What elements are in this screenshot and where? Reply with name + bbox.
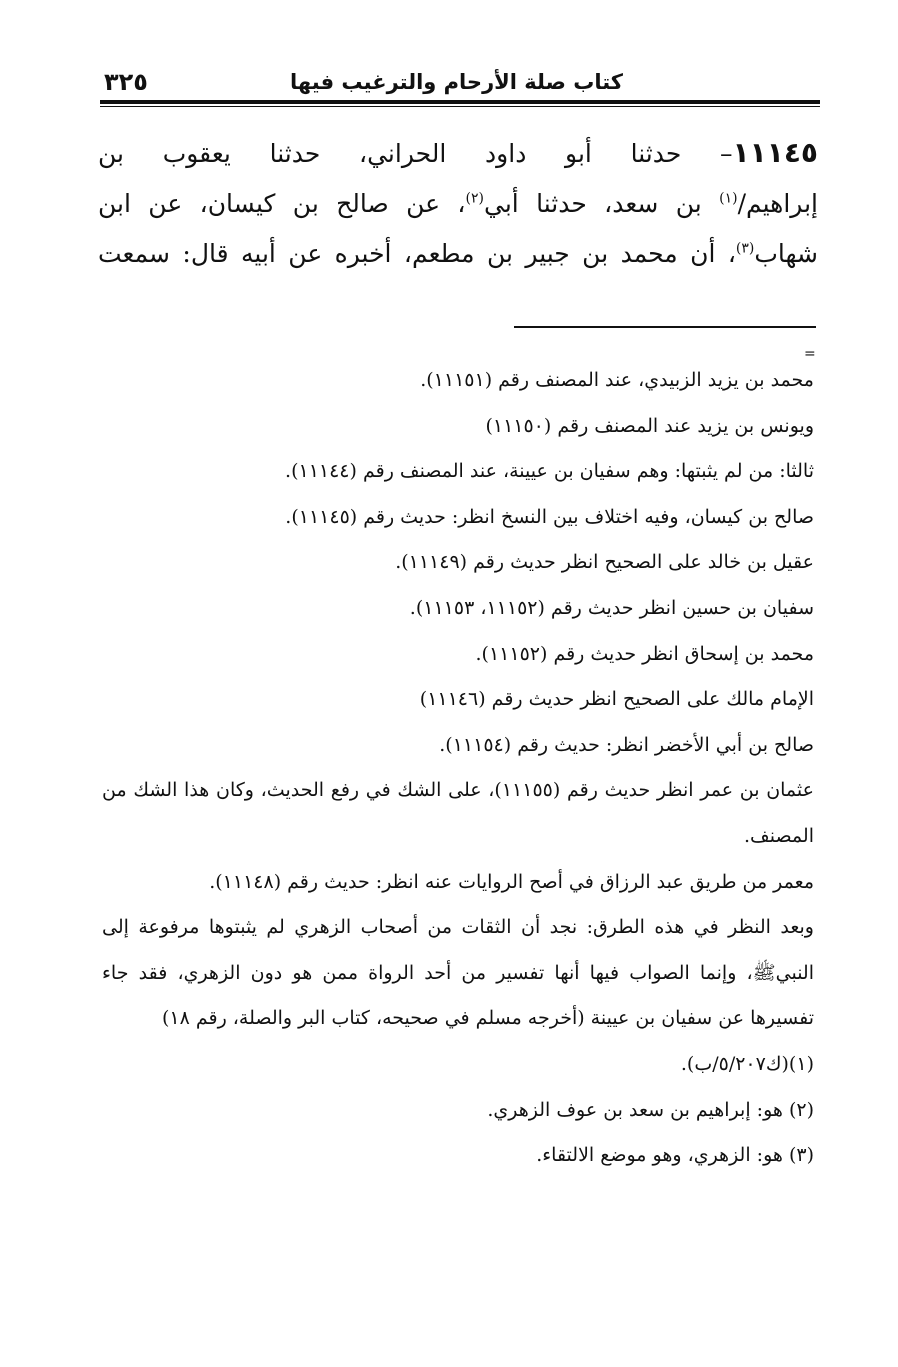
footnote-line: سفيان بن حسين انظر حديث رقم (١١١٥٢، ١١١٥٣).: [409, 596, 814, 619]
footnote-line: الإمام مالك على الصحيح انظر حديث رقم (١١١٤٦): [419, 688, 814, 711]
header-rule-thick: [100, 100, 820, 104]
main-line-2-part-a: إبراهيم/: [737, 189, 818, 218]
footnote-line: عقيل بن خالد على الصحيح انظر حديث رقم (١١١٤٩).: [395, 551, 814, 574]
main-line-3-part-a: شهاب: [754, 239, 818, 268]
footnote-ref-3: (٣): [735, 240, 755, 257]
main-line-3: [98, 229, 818, 279]
footnote-line: ويونس بن يزيد عند المصنف رقم (١١١٥٠): [485, 414, 814, 437]
page-number: ٣٢٥: [104, 68, 148, 96]
running-header: [100, 70, 818, 100]
footnote-line: محمد بن إسحاق انظر حديث رقم (١١١٥٢).: [475, 642, 814, 665]
footnote-1: (١)(ك٥/٢٠٧/ب).: [680, 1052, 814, 1075]
footnote-3: (٣) هو: الزهري، وهو موضع الالتقاء.: [536, 1144, 814, 1167]
footnote-separator: [514, 326, 816, 328]
footnotes: [102, 358, 814, 1179]
footnote-conclusion: وبعد النظر في هذه الطرق: نجد أن الثقات من أصحاب الزهري لم يثبتوها مرفوعة إلى النبيﷺ، وإنما الصواب فيها أنها تفسير من أحد الرواة ممن هو دون الزهري، فقد جاء تفسيرها عن سفيان بن عيينة (أخرجه مسلم في صحيحه، كتاب البر والصلة، رقم ١٨): [102, 916, 814, 1030]
main-line-1: [98, 128, 818, 179]
footnote-mamar: معمر من طريق عبد الرزاق في أصح الروايات عنه انظر: حديث رقم (١١١٤٨).: [209, 870, 814, 893]
footnote-ref-2: (٢): [465, 190, 484, 207]
footnote-ref-1: (١): [719, 190, 738, 207]
footnote-line: صالح بن كيسان، وفيه اختلاف بين النسخ انظر: حديث رقم (١١١٤٥).: [285, 505, 814, 528]
footnote-line: محمد بن يزيد الزبيدي، عند المصنف رقم (١١١٥١).: [420, 369, 814, 391]
main-line-2: [98, 179, 818, 229]
main-line-1-text: – حدثنا أبو داود الحراني، حدثنا يعقوب بن: [98, 139, 733, 168]
footnote-uthman: عثمان بن عمر انظر حديث رقم (١١١٥٥)، على الشك في رفع الحديث، وكان هذا الشك من المصنف.: [102, 779, 814, 847]
footnote-line: ثالثا: من لم يثبتها: وهم سفيان بن عيينة، عند المصنف رقم (١١١٤٤).: [285, 460, 814, 483]
footnote-continuation-mark: =: [804, 346, 816, 362]
main-line-2-part-c: ، عن صالح بن كيسان، عن ابن: [98, 189, 466, 218]
hadith-number: ١١١٤٥: [732, 136, 818, 169]
main-line-3-part-b: ، أن محمد بن جبير بن مطعم، أخبره عن أبيه قال: سمعت: [98, 239, 736, 268]
main-line-2-part-b: بن سعد، حدثنا أبي: [483, 189, 720, 218]
hadith-text: [98, 128, 818, 279]
header-rule-thin: [100, 106, 820, 107]
footnote-2: (٢) هو: إبراهيم بن سعد بن عوف الزهري.: [487, 1098, 814, 1121]
footnote-line: صالح بن أبي الأخضر انظر: حديث رقم (١١١٥٤).: [439, 733, 814, 756]
chapter-title: كتاب صلة الأرحام والترغيب فيها: [290, 70, 623, 94]
